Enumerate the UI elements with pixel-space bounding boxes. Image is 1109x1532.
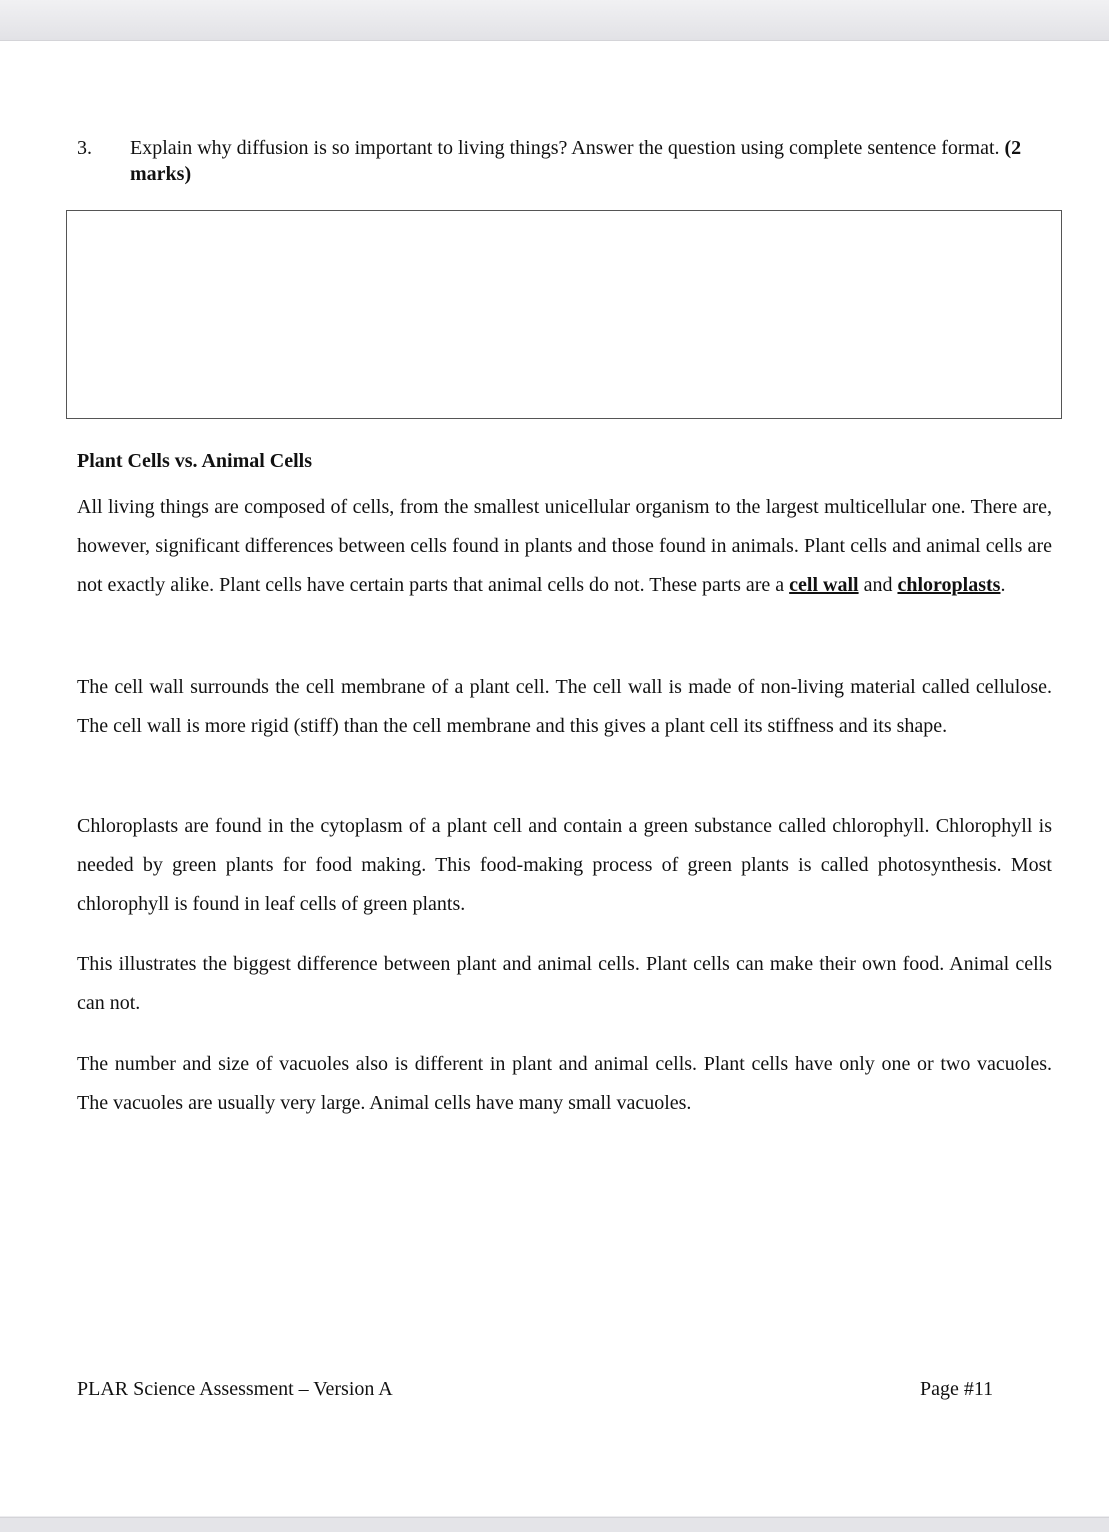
question-text-block: [130, 135, 1060, 187]
question-number: 3.: [77, 137, 92, 159]
answer-box[interactable]: [66, 210, 1062, 419]
paragraph-cells-intro: [77, 488, 1052, 604]
paragraph-chloroplasts: Chloroplasts are found in the cytoplasm of a plant cell and contain a green substance called chlorophyll. Chlorophyll is needed by green plants for food making. This food-making process of green plants is called photosynthesis. Most chlorophyll is found in leaf cells of green plants.: [77, 815, 1052, 915]
paragraph-cells-intro-text: All living things are composed of cells, from the smallest unicellular organism to the largest multicellular one. There are, however, significant differences between cells found in plants and those found in animals. Plant cells and animal cells are not exactly alike. Plant cells have certain parts that animal cells do not. These parts are a: [77, 496, 1052, 596]
section-title: Plant Cells vs. Animal Cells: [77, 450, 313, 472]
footer-page-number: Page #11: [920, 1378, 994, 1400]
paragraph-biggest-difference: This illustrates the biggest difference between plant and animal cells. Plant cells can make their own food. Animal cells can not.: [77, 953, 1052, 1014]
question-text: Explain why diffusion is so important to living things? Answer the question using complete sentence format.: [130, 137, 1000, 159]
document-page: [0, 41, 1109, 1516]
viewer-bottom-bar: [0, 1517, 1109, 1532]
term-chloroplasts: chloroplasts: [897, 573, 1001, 596]
footer-title: PLAR Science Assessment – Version A: [77, 1378, 393, 1400]
term-joiner: and: [863, 573, 893, 596]
paragraph-cell-wall: The cell wall surrounds the cell membrane of a plant cell. The cell wall is made of non-living material called cellulose. The cell wall is more rigid (stiff) than the cell membrane and this gives a plant cell its stiffness and its shape.: [77, 676, 1052, 737]
viewer-top-bar: [0, 0, 1109, 41]
term-cell-wall: cell wall: [789, 573, 859, 596]
question-marks: (2 marks): [130, 137, 1022, 185]
paragraph-end-period: .: [1000, 573, 1006, 596]
paragraph-vacuoles: The number and size of vacuoles also is different in plant and animal cells. Plant cells have only one or two vacuoles. The vacuoles are usually very large. Animal cells have many small vacuoles.: [77, 1053, 1052, 1114]
